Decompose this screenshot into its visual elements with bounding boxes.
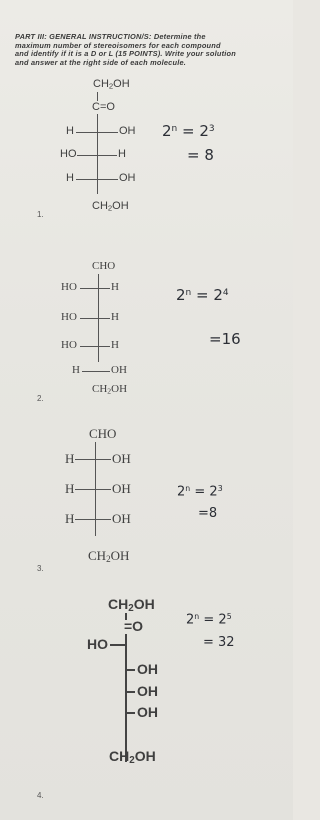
mol3-answer: $2^n = 2^3$ [177, 484, 223, 500]
mol4-row1-left: HO [87, 636, 108, 652]
mol3-top-group: CHO [89, 426, 117, 441]
mol2-row4-right: OH [111, 364, 127, 376]
mol2-answer: $2^n = 2^4$ [176, 286, 229, 304]
mol4-row1-bond [110, 644, 125, 646]
answer-base: 2 [199, 122, 209, 140]
answer-base: 2 [213, 286, 223, 304]
answer-exponent: n [194, 612, 200, 621]
mol4-row3-bond [127, 691, 135, 693]
mol3-row1-left: H [65, 451, 75, 466]
answer-base: 2 [186, 612, 195, 628]
instructions-line: and identify if it is a D or L (15 POINTS). Write your solution [15, 49, 236, 59]
instructions-line: maximum number of stereoisomers for each compound [15, 40, 221, 50]
mol1-row1-left: H [66, 125, 74, 137]
mol2-row1-left: HO [61, 281, 77, 293]
answer-base: 2 [218, 612, 227, 628]
mol3-number: 3. [37, 564, 44, 573]
mol3-row3-right: OH [112, 511, 131, 526]
answer-base: 2 [177, 484, 186, 500]
mol2-top-group: CHO [92, 260, 116, 272]
answer-exponent: n [185, 288, 192, 299]
mol4-row4-bond [127, 712, 135, 714]
answer-base: 2 [162, 122, 172, 140]
mol1-answer: $2^n = 2^3$ [162, 122, 215, 140]
mol4-answer-result: = 32 [203, 635, 235, 650]
answer-exponent: 3 [208, 124, 215, 135]
mol1-row2-right: H [118, 148, 126, 160]
mol2-row4-left: H [72, 364, 80, 376]
mol1-bottom-group: $CH_2OH$ [92, 200, 129, 213]
mol1-answer-result: = 8 [187, 146, 214, 164]
mol3-row2-right: OH [112, 481, 131, 496]
mol2-row1-right: H [111, 281, 119, 293]
mol1-row1-right: OH [119, 125, 136, 137]
mol4-row4-right: OH [137, 704, 158, 720]
mol4-backbone [125, 634, 127, 762]
mol4-row3-right: OH [137, 683, 158, 699]
answer-exponent: 4 [222, 288, 229, 299]
mol4-bottom-group: $CH_2OH$ [109, 748, 156, 766]
mol1-top-group: $CH_2OH$ [93, 78, 130, 91]
instructions-line: and answer at the right side of each molecule. [15, 57, 187, 67]
mol1-row3-left: H [66, 172, 74, 184]
mol2-number: 2. [37, 394, 44, 403]
mol3-answer-result: =8 [198, 506, 218, 521]
mol3-bottom-group: $CH_2OH$ [88, 548, 130, 564]
instructions-line: PART III: GENERAL INSTRUCTION/S: Determine the [15, 32, 206, 41]
answer-exponent: n [185, 484, 191, 493]
mol4-carbonyl: =O [124, 618, 144, 634]
answer-exponent: 3 [217, 484, 223, 493]
mol4-answer: $2^n = 2^5$ [186, 612, 232, 628]
mol4-top-group: $CH_2OH$ [108, 596, 155, 614]
mol4-row2-bond [127, 669, 135, 671]
mol2-row3-left: HO [61, 339, 77, 351]
mol1-row2-left: HO [60, 148, 77, 160]
answer-exponent: 5 [226, 612, 232, 621]
mol2-row3-right: H [111, 339, 119, 351]
mol2-row2-right: H [111, 311, 119, 323]
mol4-row2-right: OH [137, 661, 158, 677]
mol1-number: 1. [37, 210, 44, 219]
answer-base: 2 [176, 286, 186, 304]
mol3-row3-left: H [65, 511, 75, 526]
mol4-number: 4. [37, 791, 44, 800]
answer-base: 2 [209, 484, 218, 500]
mol2-bottom-group: $CH_2OH$ [92, 383, 128, 396]
answer-exponent: n [171, 124, 178, 135]
mol3-row1-right: OH [112, 451, 131, 466]
mol1-row3-right: OH [119, 172, 136, 184]
mol1-carbonyl: C=O [92, 101, 115, 113]
mol2-answer-result: =16 [209, 330, 241, 348]
mol2-row2-left: HO [61, 311, 77, 323]
mol3-row2-left: H [65, 481, 75, 496]
